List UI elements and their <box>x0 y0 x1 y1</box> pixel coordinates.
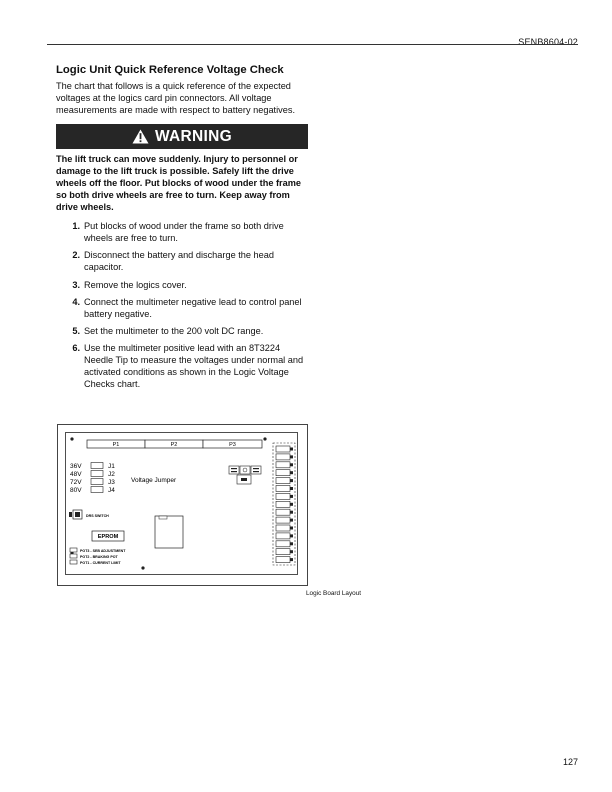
warning-text: The lift truck can move suddenly. Injury to personnel or damage to the lift truck is possible. Safely lift the drive wheels off the floor. Put blocks of wood under the frame so both drive wheels are free to turn. Keep away from drive wheels. <box>56 154 302 212</box>
step-number: 6. <box>72 343 80 354</box>
logic-board-figure <box>57 424 308 586</box>
terminal-block <box>276 462 290 468</box>
terminal-group <box>276 446 293 563</box>
terminal-block <box>276 486 290 492</box>
main-column <box>56 63 308 396</box>
step-number: 2. <box>72 250 80 261</box>
voltage-jumper-label: Voltage Jumper <box>131 477 177 484</box>
voltage-label: 48V <box>70 471 82 478</box>
terminal-screw <box>290 527 293 530</box>
pot-label: POT1 - CURRENT LIMIT <box>80 560 121 565</box>
voltage-label: 36V <box>70 463 82 470</box>
warning-label: WARNING <box>154 127 232 145</box>
procedure-steps <box>56 221 308 390</box>
pot2 <box>70 554 77 558</box>
step-item <box>56 221 308 245</box>
jumper-label: J3 <box>108 479 115 486</box>
step-text: Set the multimeter to the 200 volt DC range. <box>84 325 264 336</box>
step-number: 1. <box>72 221 80 232</box>
jumper-box <box>91 479 103 485</box>
mounting-hole <box>263 437 266 440</box>
terminal-block <box>276 446 290 452</box>
voltage-label: 80V <box>70 487 82 494</box>
terminal-block <box>276 454 290 460</box>
step-item <box>56 280 308 292</box>
terminal-block <box>276 501 290 507</box>
terminal-block <box>276 478 290 484</box>
terminal-screw <box>290 503 293 506</box>
step-number: 3. <box>72 279 80 290</box>
terminal-block <box>276 533 290 539</box>
document-number: SENB8604-02 <box>518 37 578 47</box>
connector-p1-label: P1 <box>112 442 120 449</box>
pot-label: POT3 - SEB ADJUSTMENT <box>80 548 126 553</box>
step-number: 4. <box>72 296 80 307</box>
terminal-block <box>276 517 290 523</box>
terminal-screw <box>290 534 293 537</box>
page-number: 127 <box>562 757 578 767</box>
terminal-block <box>276 549 290 555</box>
drs-switch-pin <box>69 512 72 517</box>
terminal-block <box>276 525 290 531</box>
terminal-screw <box>290 542 293 545</box>
figure-caption: Logic Board Layout <box>306 590 362 597</box>
jumper-label: J1 <box>108 463 115 470</box>
terminal-screw <box>290 511 293 514</box>
eprom-label: EPROM <box>97 534 119 541</box>
drs-switch-label: DRS SWITCH <box>86 514 109 518</box>
jumper-label: J2 <box>108 471 115 478</box>
terminal-block <box>276 470 290 476</box>
jumper-box <box>91 487 103 493</box>
relay <box>240 466 250 474</box>
pot-label: POT2 - BRAKING POT <box>80 554 118 559</box>
logic-board-diagram <box>65 432 298 575</box>
terminal-block <box>276 557 290 563</box>
step-text: Disconnect the battery and discharge the head capacitor. <box>84 250 274 273</box>
board-outline <box>66 433 298 575</box>
eprom-chip <box>155 516 183 548</box>
terminal-screw <box>290 448 293 451</box>
terminal-block <box>276 493 290 499</box>
terminal-screw <box>290 479 293 482</box>
jumper-label: J4 <box>108 487 115 494</box>
jumper-box <box>91 463 103 469</box>
terminal-screw <box>290 558 293 561</box>
terminal-screw <box>290 471 293 474</box>
terminal-block <box>276 541 290 547</box>
pot3 <box>70 548 77 552</box>
relay <box>229 466 239 474</box>
connector-p3-label: P3 <box>229 442 236 449</box>
warning-banner <box>56 124 308 149</box>
voltage-label: 72V <box>70 479 82 486</box>
terminal-screw <box>290 519 293 522</box>
exclamation-triangle-icon <box>132 129 149 144</box>
mounting-hole <box>70 437 73 440</box>
terminal-screw <box>290 487 293 490</box>
terminal-screw <box>290 463 293 466</box>
header-rule <box>47 44 578 45</box>
step-number: 5. <box>72 325 80 336</box>
step-text: Connect the multimeter negative lead to control panel battery negative. <box>84 296 302 319</box>
terminal-screw <box>290 550 293 553</box>
step-text: Use the multimeter positive lead with an 8T3224 Needle Tip to measure the voltages under normal and activated conditions as shown in the Logic Voltage Checks chart. <box>84 343 304 389</box>
mounting-hole <box>141 566 144 569</box>
step-text: Put blocks of wood under the frame so both drive wheels are free to turn. <box>84 221 284 244</box>
jumper-box <box>91 471 103 477</box>
section-title: Logic Unit Quick Reference Voltage Check <box>56 64 284 76</box>
connector-p2-label: P2 <box>170 442 178 449</box>
step-item <box>56 326 308 338</box>
pot1 <box>70 560 77 564</box>
step-item <box>56 250 308 274</box>
intro-paragraph: The chart that follows is a quick reference of the expected voltages at the logics card pin connectors. All voltage measurements are made with respect to battery negatives. <box>56 81 295 115</box>
relay <box>251 466 261 474</box>
terminal-screw <box>290 455 293 458</box>
terminal-screw <box>290 495 293 498</box>
step-text: Remove the logics cover. <box>84 279 187 290</box>
terminal-block <box>276 509 290 515</box>
step-item <box>56 343 308 390</box>
step-item <box>56 297 308 321</box>
